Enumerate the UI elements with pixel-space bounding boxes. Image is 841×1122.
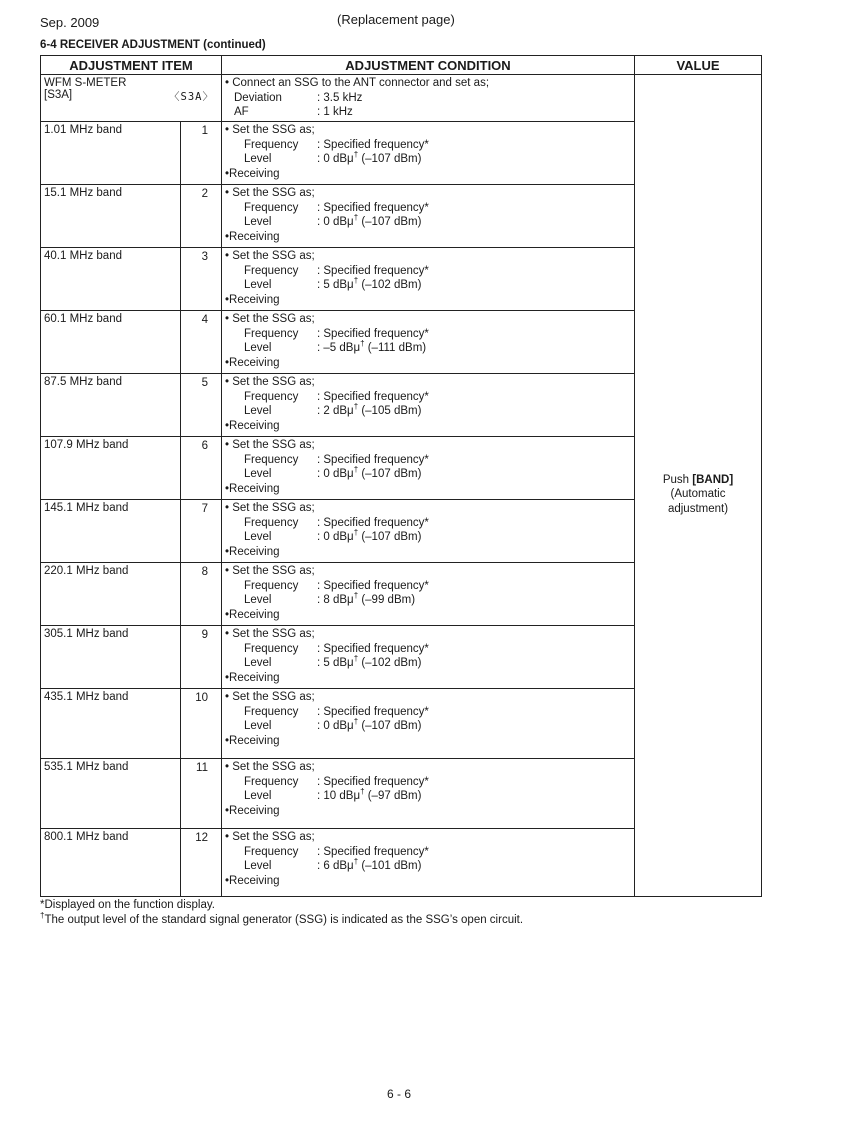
bullet: • xyxy=(225,831,230,843)
dagger-mark: † xyxy=(353,528,359,538)
bullet: • xyxy=(225,502,230,514)
frequency-value: : Specified frequency* xyxy=(317,516,429,529)
dagger-mark: † xyxy=(353,465,359,475)
level-value: : –5 dBμ xyxy=(317,342,361,355)
level-label: Level xyxy=(244,153,272,166)
frequency-value: : Specified frequency* xyxy=(317,453,429,466)
bullet: • xyxy=(225,419,230,432)
footnote-dagger: The output level of the standard signal generator (SSG) is indicated as the SSG’s open circuit. xyxy=(44,914,524,926)
level-label: Level xyxy=(244,594,272,607)
band-name: 87.5 MHz band xyxy=(41,374,181,437)
dagger-mark: † xyxy=(360,339,365,349)
frequency-label: Frequency xyxy=(244,642,299,655)
adjustment-table xyxy=(40,55,762,897)
level-value: : 0 dBμ xyxy=(317,720,354,733)
condition-cell xyxy=(222,759,635,829)
set-ssg-text: Set the SSG as; xyxy=(232,502,315,514)
level-dbm: (–107 dBm) xyxy=(358,216,422,229)
frequency-label: Frequency xyxy=(244,453,299,466)
condition-cell xyxy=(222,75,635,122)
lcd-indicator: 〈S3A〉 xyxy=(169,91,214,103)
dagger-mark: † xyxy=(353,402,359,412)
band-name: 60.1 MHz band xyxy=(41,311,181,374)
receiving-text: Receiving xyxy=(229,874,280,887)
receiving-text: Receiving xyxy=(229,671,280,684)
set-ssg-text: Set the SSG as; xyxy=(232,124,315,136)
bullet: • xyxy=(225,671,230,684)
bullet: • xyxy=(225,187,230,199)
receiving-text: Receiving xyxy=(229,545,280,558)
level-dbm: (–97 dBm) xyxy=(364,790,422,803)
level-dbm: (–107 dBm) xyxy=(358,720,422,733)
dagger-mark: † xyxy=(40,911,45,921)
frequency-value: : Specified frequency* xyxy=(317,579,429,592)
frequency-label: Frequency xyxy=(244,579,299,592)
level-dbm: (–99 dBm) xyxy=(358,594,416,607)
bullet: • xyxy=(225,250,230,262)
step-number: 6 xyxy=(181,437,222,500)
bullet: • xyxy=(225,482,230,495)
bullet: • xyxy=(225,313,230,325)
frequency-label: Frequency xyxy=(244,201,299,214)
step-number: 2 xyxy=(181,185,222,248)
receiving-text: Receiving xyxy=(229,230,280,243)
col-header-condition: ADJUSTMENT CONDITION xyxy=(222,56,635,75)
level-dbm: (–101 dBm) xyxy=(358,860,422,873)
item-name: WFM S-METER xyxy=(44,77,127,89)
dagger-mark: † xyxy=(353,654,359,664)
set-ssg-text: Set the SSG as; xyxy=(232,250,315,262)
condition-cell xyxy=(222,829,635,897)
level-dbm: (–107 dBm) xyxy=(358,468,422,481)
set-ssg-text: Set the SSG as; xyxy=(232,831,315,843)
band-name: 15.1 MHz band xyxy=(41,185,181,248)
bullet: • xyxy=(225,124,230,136)
bullet: • xyxy=(225,804,230,817)
level-label: Level xyxy=(244,342,272,355)
receiving-text: Receiving xyxy=(229,293,280,306)
band-name: 305.1 MHz band xyxy=(41,626,181,689)
condition-cell xyxy=(222,374,635,437)
value-cell xyxy=(635,75,762,897)
deviation-label: Deviation xyxy=(234,91,282,104)
condition-cell xyxy=(222,248,635,311)
level-value: : 0 dBμ xyxy=(317,531,354,544)
frequency-label: Frequency xyxy=(244,138,299,151)
receiving-text: Receiving xyxy=(229,167,280,180)
dagger-mark: † xyxy=(353,591,359,601)
footnote-asterisk: *Displayed on the function display. xyxy=(40,899,215,911)
frequency-value: : Specified frequency* xyxy=(317,138,429,151)
frequency-label: Frequency xyxy=(244,845,299,858)
item-code: [S3A] xyxy=(44,89,73,101)
condition-cell xyxy=(222,311,635,374)
level-value: : 2 dBμ xyxy=(317,405,354,418)
table-header-row xyxy=(41,56,762,75)
band-name: 1.01 MHz band xyxy=(41,122,181,185)
level-label: Level xyxy=(244,531,272,544)
frequency-label: Frequency xyxy=(244,705,299,718)
band-key: [BAND] xyxy=(692,473,734,486)
bullet: • xyxy=(225,761,230,773)
level-dbm: (–102 dBm) xyxy=(358,279,422,292)
step-number: 11 xyxy=(181,759,222,829)
bullet: • xyxy=(225,439,230,451)
level-label: Level xyxy=(244,720,272,733)
band-name: 220.1 MHz band xyxy=(41,563,181,626)
level-value: : 10 dBμ xyxy=(317,790,361,803)
page-number: 6 - 6 xyxy=(387,1087,412,1101)
receiving-text: Receiving xyxy=(229,419,280,432)
table-row xyxy=(41,75,762,122)
level-value: : 6 dBμ xyxy=(317,860,354,873)
frequency-label: Frequency xyxy=(244,516,299,529)
band-name: 107.9 MHz band xyxy=(41,437,181,500)
dagger-mark: † xyxy=(353,717,359,727)
set-ssg-text: Set the SSG as; xyxy=(232,187,315,199)
level-dbm: (–105 dBm) xyxy=(358,405,422,418)
condition-cell xyxy=(222,437,635,500)
level-dbm: (–107 dBm) xyxy=(358,153,422,166)
set-ssg-text: Set the SSG as; xyxy=(232,313,315,325)
frequency-label: Frequency xyxy=(244,775,299,788)
set-ssg-text: Set the SSG as; xyxy=(232,439,315,451)
frequency-label: Frequency xyxy=(244,390,299,403)
level-dbm: (–111 dBm) xyxy=(364,342,427,355)
frequency-value: : Specified frequency* xyxy=(317,705,429,718)
frequency-value: : Specified frequency* xyxy=(317,642,429,655)
push-text: Push xyxy=(662,473,693,486)
level-value: : 0 dBμ xyxy=(317,216,354,229)
revision-date: Sep. 2009 xyxy=(40,15,100,30)
step-number: 4 xyxy=(181,311,222,374)
section-title: 6-4 RECEIVER ADJUSTMENT (continued) xyxy=(40,39,266,51)
band-name: 535.1 MHz band xyxy=(41,759,181,829)
col-header-value: VALUE xyxy=(635,56,762,75)
set-ssg-text: Set the SSG as; xyxy=(232,628,315,640)
set-ssg-text: Set the SSG as; xyxy=(232,691,315,703)
dagger-mark: † xyxy=(353,276,359,286)
condition-cell xyxy=(222,122,635,185)
af-label: AF xyxy=(234,106,249,119)
frequency-label: Frequency xyxy=(244,327,299,340)
bullet: • xyxy=(225,565,230,577)
item-cell xyxy=(41,75,222,122)
condition-cell xyxy=(222,500,635,563)
connect-text: Connect an SSG to the ANT connector and set as; xyxy=(232,77,490,89)
band-name: 40.1 MHz band xyxy=(41,248,181,311)
step-number: 7 xyxy=(181,500,222,563)
band-name: 435.1 MHz band xyxy=(41,689,181,759)
af-value: : 1 kHz xyxy=(317,106,353,119)
bullet: • xyxy=(225,628,230,640)
level-value: : 5 dBμ xyxy=(317,279,354,292)
condition-cell xyxy=(222,563,635,626)
receiving-text: Receiving xyxy=(229,608,280,621)
level-label: Level xyxy=(244,860,272,873)
dagger-mark: † xyxy=(353,857,359,867)
level-label: Level xyxy=(244,279,272,292)
frequency-value: : Specified frequency* xyxy=(317,264,429,277)
level-label: Level xyxy=(244,216,272,229)
frequency-value: : Specified frequency* xyxy=(317,201,429,214)
receiving-text: Receiving xyxy=(229,734,280,747)
step-number: 3 xyxy=(181,248,222,311)
bullet: • xyxy=(225,77,230,89)
deviation-value: : 3.5 kHz xyxy=(317,91,363,104)
frequency-value: : Specified frequency* xyxy=(317,327,429,340)
frequency-value: : Specified frequency* xyxy=(317,390,429,403)
step-number: 1 xyxy=(181,122,222,185)
step-number: 5 xyxy=(181,374,222,437)
value-line2: (Automatic xyxy=(670,488,726,501)
frequency-label: Frequency xyxy=(244,264,299,277)
col-header-item: ADJUSTMENT ITEM xyxy=(41,56,222,75)
replacement-note: (Replacement page) xyxy=(337,12,455,27)
dagger-mark: † xyxy=(353,213,359,223)
bullet: • xyxy=(225,167,230,180)
bullet: • xyxy=(225,230,230,243)
bullet: • xyxy=(225,691,230,703)
set-ssg-text: Set the SSG as; xyxy=(232,761,315,773)
level-value: : 8 dBμ xyxy=(317,594,354,607)
level-label: Level xyxy=(244,790,272,803)
dagger-mark: † xyxy=(360,787,365,797)
bullet: • xyxy=(225,545,230,558)
condition-cell xyxy=(222,689,635,759)
bullet: • xyxy=(225,874,230,887)
level-label: Level xyxy=(244,468,272,481)
bullet: • xyxy=(225,734,230,747)
level-label: Level xyxy=(244,657,272,670)
bullet: • xyxy=(225,293,230,306)
dagger-mark: † xyxy=(353,150,359,160)
level-dbm: (–102 dBm) xyxy=(358,657,422,670)
level-label: Level xyxy=(244,405,272,418)
step-number: 8 xyxy=(181,563,222,626)
step-number: 12 xyxy=(181,829,222,897)
bullet: • xyxy=(225,376,230,388)
bullet: • xyxy=(225,608,230,621)
band-name: 145.1 MHz band xyxy=(41,500,181,563)
receiving-text: Receiving xyxy=(229,356,280,369)
band-name: 800.1 MHz band xyxy=(41,829,181,897)
condition-cell xyxy=(222,185,635,248)
frequency-value: : Specified frequency* xyxy=(317,775,429,788)
step-number: 9 xyxy=(181,626,222,689)
condition-cell xyxy=(222,626,635,689)
frequency-value: : Specified frequency* xyxy=(317,845,429,858)
receiving-text: Receiving xyxy=(229,482,280,495)
set-ssg-text: Set the SSG as; xyxy=(232,565,315,577)
level-value: : 0 dBμ xyxy=(317,468,354,481)
level-dbm: (–107 dBm) xyxy=(358,531,422,544)
bullet: • xyxy=(225,356,230,369)
step-number: 10 xyxy=(181,689,222,759)
set-ssg-text: Set the SSG as; xyxy=(232,376,315,388)
level-value: : 5 dBμ xyxy=(317,657,354,670)
receiving-text: Receiving xyxy=(229,804,280,817)
level-value: : 0 dBμ xyxy=(317,153,354,166)
value-line3: adjustment) xyxy=(667,502,729,515)
